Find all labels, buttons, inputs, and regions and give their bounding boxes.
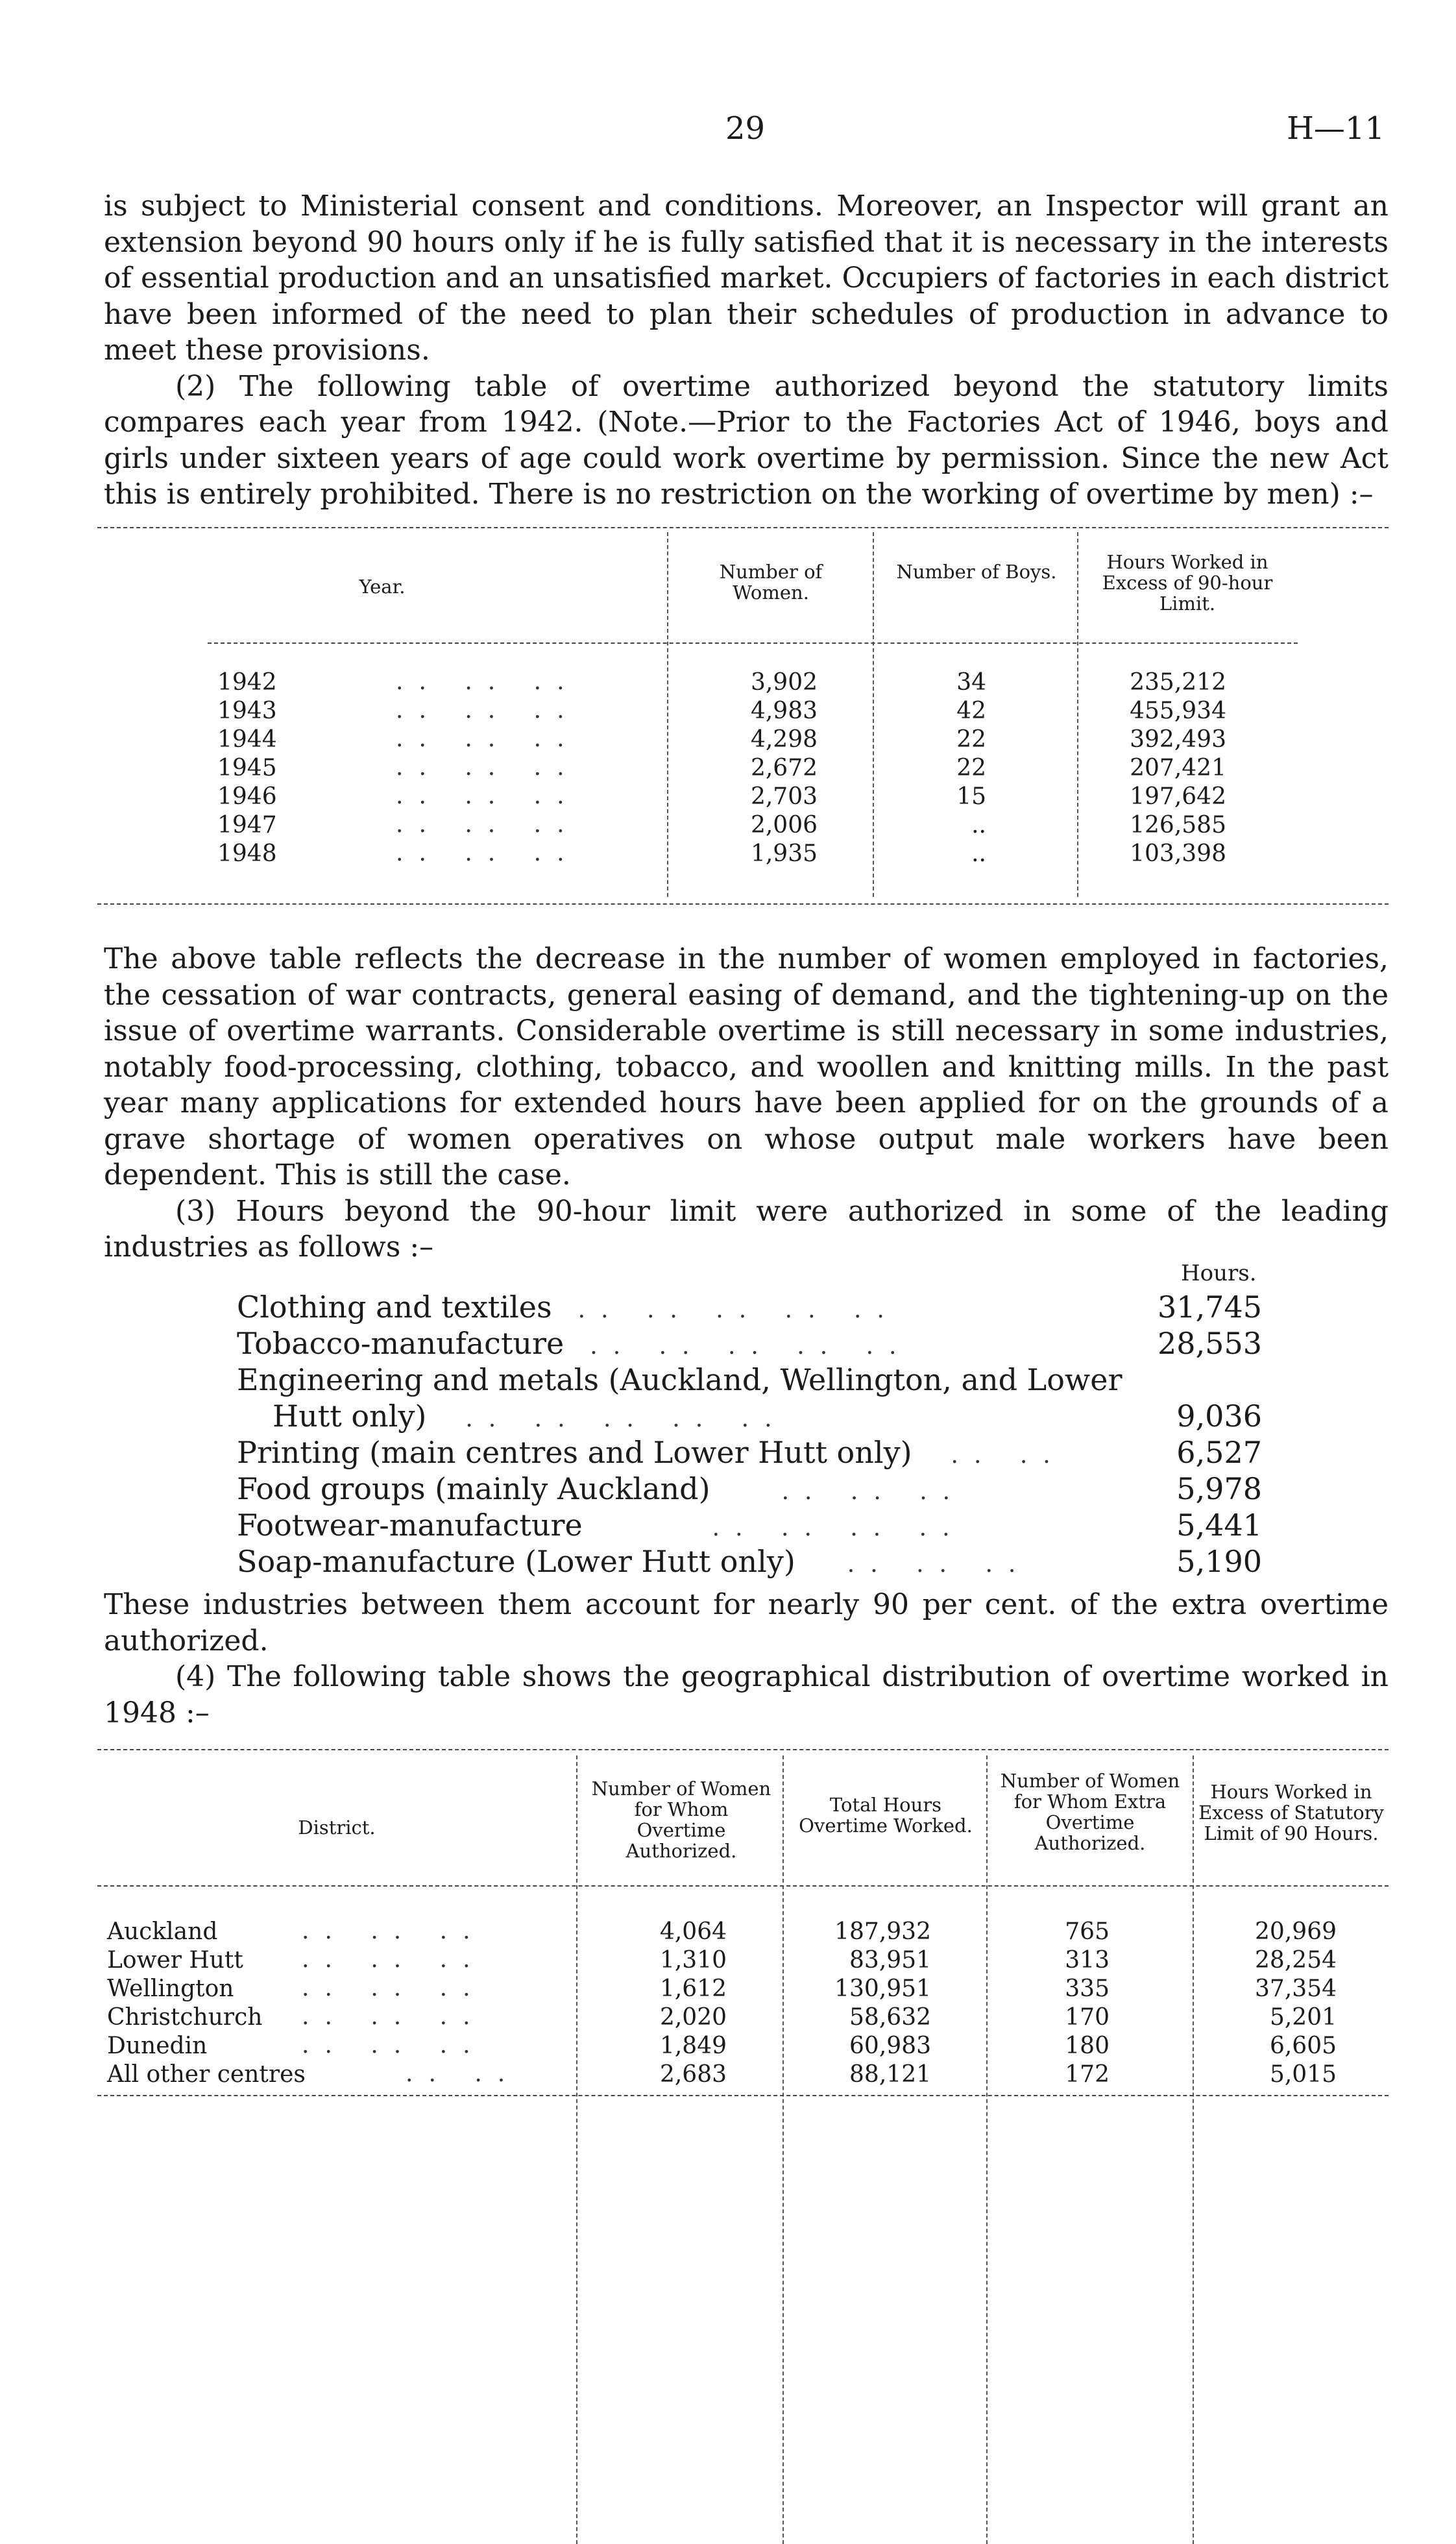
header-year: Year. <box>359 576 406 598</box>
industry-name-continued: Hutt only) <box>273 1399 427 1434</box>
table-cell-boys: 42 <box>956 698 986 724</box>
table-cell-extra: 170 <box>1065 2004 1110 2031</box>
paragraph-continuation: is subject to Ministerial consent and conditions. Moreover, an Inspector will grant an extension beyond 90 hours only if he is fully satisfied that it is necessary in the interests of essential production and an unsatisfied market. Occupiers of factories in each district have been informed of the need to plan their schedules of production in advance to meet these provisions. <box>104 190 1389 367</box>
table-cell-year: 1947 <box>217 812 277 838</box>
discussion-text <box>104 941 1389 1266</box>
leader-dots: .. .. .. <box>302 2003 486 2030</box>
table-cell-year: 1945 <box>217 755 277 781</box>
industry-hours: 28,553 <box>1158 1326 1262 1361</box>
closing-text <box>104 1587 1389 1731</box>
table-cell-hours: 126,585 <box>1130 812 1226 838</box>
table-cell-excess: 37,354 <box>1255 1975 1337 2002</box>
list-item: Footwear-manufacture .. .. .. .. <box>237 1508 965 1543</box>
leader-dots: .. .. .. <box>302 1975 486 2001</box>
table-rule <box>97 1885 1389 1887</box>
table-cell-women: 1,935 <box>750 840 818 867</box>
leader-dots: .. .. .. <box>302 1918 486 1944</box>
table-cell-boys: 22 <box>956 755 986 781</box>
industry-hours: 5,190 <box>1176 1544 1262 1579</box>
table-cell-excess: 6,605 <box>1269 2033 1337 2059</box>
table-cell-hours: 235,212 <box>1130 669 1226 696</box>
table-cell-boys: 15 <box>956 783 986 810</box>
industry-hours: 5,978 <box>1176 1471 1262 1506</box>
header-extra-authorized: Number of Women for Whom Extra Overtime Authorized. <box>1000 1770 1180 1854</box>
industry-hours: 31,745 <box>1158 1290 1262 1325</box>
column-divider <box>986 1755 988 2544</box>
table-rule <box>97 1749 1389 1750</box>
industry-name: Clothing and textiles <box>237 1290 552 1325</box>
table-cell-year: 1946 <box>217 783 277 810</box>
table-cell-hours: 455,934 <box>1130 698 1226 724</box>
header-women-authorized: Number of Women for Whom Overtime Authorized. <box>591 1778 771 1862</box>
industry-name: Printing (main centres and Lower Hutt only) <box>237 1435 912 1470</box>
table-cell-excess: 5,201 <box>1269 2004 1337 2031</box>
table-cell-hours: 207,421 <box>1130 755 1226 781</box>
industry-name: Tobacco-manufacture <box>237 1326 564 1361</box>
paragraph-5: These industries between them account for nearly 90 per cent. of the extra overtime authorized. <box>104 1588 1389 1657</box>
table-cell-boys: 34 <box>956 669 986 696</box>
table-cell-women: 1,310 <box>659 1947 727 1974</box>
column-divider <box>667 532 668 897</box>
table-cell-women: 2,683 <box>659 2061 727 2088</box>
list-item: Tobacco-manufacture .. .. .. .. .. <box>237 1326 912 1361</box>
industry-hours: 9,036 <box>1176 1399 1262 1434</box>
table-cell-women: 4,064 <box>659 1918 727 1945</box>
industry-name: Food groups (mainly Auckland) <box>237 1471 710 1506</box>
column-divider <box>1193 1755 1194 2544</box>
document-reference: H—11 <box>1287 110 1385 147</box>
table-cell-extra: 765 <box>1065 1918 1110 1945</box>
header-women: Number of Women. <box>719 561 823 604</box>
table-cell-women: 4,983 <box>750 698 818 724</box>
table-cell-district: All other centres <box>107 2061 306 2088</box>
table-cell-women: 2,672 <box>750 755 818 781</box>
list-item: Soap-manufacture (Lower Hutt only) .. .. .. <box>237 1544 1032 1579</box>
table-cell-women: 1,612 <box>659 1975 727 2002</box>
table-rule <box>208 642 1298 644</box>
industry-hours: 6,527 <box>1176 1435 1262 1470</box>
table-cell-district: Auckland <box>107 1918 218 1945</box>
list-item: Food groups (mainly Auckland) .. .. .. <box>237 1471 966 1506</box>
table-cell-boys: .. <box>971 812 986 838</box>
table-cell-hours: 392,493 <box>1130 726 1226 753</box>
hours-column-header: Hours. <box>1181 1260 1257 1286</box>
leader-dots: .. .. .. <box>396 697 580 724</box>
leader-dots: .. .. .. <box>396 668 580 695</box>
table-cell-excess: 5,015 <box>1269 2061 1337 2088</box>
table-cell-extra: 172 <box>1065 2061 1110 2088</box>
table-cell-total: 58,632 <box>849 2004 931 2031</box>
table-cell-district: Wellington <box>107 1975 234 2002</box>
table-cell-women: 2,020 <box>659 2004 727 2031</box>
leader-dots: .. .. .. <box>396 811 580 838</box>
header-district: District. <box>298 1816 376 1839</box>
industry-hours: 5,441 <box>1176 1508 1262 1543</box>
page-number: 29 <box>725 110 766 147</box>
table-cell-total: 130,951 <box>834 1975 931 2002</box>
industry-name: Footwear-manufacture <box>237 1508 583 1543</box>
table-cell-district: Christchurch <box>107 2004 263 2031</box>
header-hours: Hours Worked in Excess of 90-hour Limit. <box>1102 551 1273 615</box>
column-divider <box>576 1755 577 2544</box>
header-boys: Number of Boys. <box>896 561 1057 583</box>
table-cell-women: 3,902 <box>750 669 818 696</box>
table-cell-district: Lower Hutt <box>107 1947 243 1974</box>
table-cell-extra: 313 <box>1065 1947 1110 1974</box>
paragraph-2: (2) The following table of overtime authorized beyond the statutory limits compares each year from 1942. (Note.—Prior to the Factories Act of 1946, boys and girls under sixteen years of age could work overtime by permission. Since the new Act this is entirely prohibited. There is no restriction on the working of overtime by men) :– <box>104 369 1389 511</box>
paragraph-6: (4) The following table shows the geographical distribution of overtime worked in 1948 :– <box>104 1660 1389 1730</box>
leader-dots: .. .. .. <box>302 2032 486 2059</box>
paragraph-3: The above table reflects the decrease in the number of women employed in factories, the cessation of war contracts, general easing of demand, and the tightening-up on the issue of overtime warrants. Considerable overtime is still necessary in some industries, notably food-processing, clothing, tobacco, and woollen and knitting mills. In the past year many applications for extended hours have been applied for on the grounds of a grave shortage of women operatives on whose output male workers have been dependent. This is still the case. <box>104 942 1389 1192</box>
table-cell-year: 1944 <box>217 726 277 753</box>
leader-dots: .. .. <box>406 2061 521 2087</box>
table-cell-year: 1948 <box>217 840 277 867</box>
column-divider <box>783 1755 784 2544</box>
table-cell-extra: 180 <box>1065 2033 1110 2059</box>
table-cell-excess: 28,254 <box>1255 1947 1337 1974</box>
table-rule <box>97 903 1389 905</box>
table-cell-total: 187,932 <box>834 1918 931 1945</box>
header-total-hours: Total Hours Overtime Worked. <box>799 1794 973 1837</box>
leader-dots: .. .. .. <box>396 840 580 866</box>
industry-name: Soap-manufacture (Lower Hutt only) <box>237 1544 795 1579</box>
table-cell-hours: 103,398 <box>1130 840 1226 867</box>
paragraph-4: (3) Hours beyond the 90-hour limit were authorized in some of the leading industries as follows :– <box>104 1194 1389 1264</box>
header-excess-hours: Hours Worked in Excess of Statutory Limit of 90 Hours. <box>1198 1781 1384 1844</box>
leader-dots: .. .. .. <box>302 1946 486 1973</box>
table-cell-year: 1942 <box>217 669 277 696</box>
table-cell-women: 1,849 <box>659 2033 727 2059</box>
list-item: Clothing and textiles .. .. .. .. .. <box>237 1290 900 1325</box>
column-divider <box>873 532 874 897</box>
list-item: Engineering and metals (Auckland, Wellington, and Lower <box>237 1362 1122 1397</box>
table-cell-year: 1943 <box>217 698 277 724</box>
leader-dots: .. .. .. <box>396 783 580 809</box>
table-cell-extra: 335 <box>1065 1975 1110 2002</box>
table-cell-excess: 20,969 <box>1255 1918 1337 1945</box>
table-cell-total: 83,951 <box>849 1947 931 1974</box>
leader-dots: .. .. .. <box>396 726 580 752</box>
column-divider <box>1077 532 1078 897</box>
list-item: Printing (main centres and Lower Hutt only) .. .. <box>237 1435 1066 1470</box>
list-item-continued: Hutt only) .. .. .. .. .. <box>273 1399 788 1434</box>
table-cell-women: 2,703 <box>750 783 818 810</box>
table-rule <box>97 527 1389 528</box>
table-cell-boys: .. <box>971 840 986 867</box>
intro-text <box>104 188 1389 513</box>
table-cell-boys: 22 <box>956 726 986 753</box>
table-cell-hours: 197,642 <box>1130 783 1226 810</box>
table-cell-women: 4,298 <box>750 726 818 753</box>
table-cell-women: 2,006 <box>750 812 818 838</box>
leader-dots: .. .. .. <box>396 754 580 781</box>
table-cell-total: 88,121 <box>849 2061 931 2088</box>
table-cell-district: Dunedin <box>107 2033 208 2059</box>
table-rule <box>97 2095 1389 2096</box>
table-cell-total: 60,983 <box>849 2033 931 2059</box>
